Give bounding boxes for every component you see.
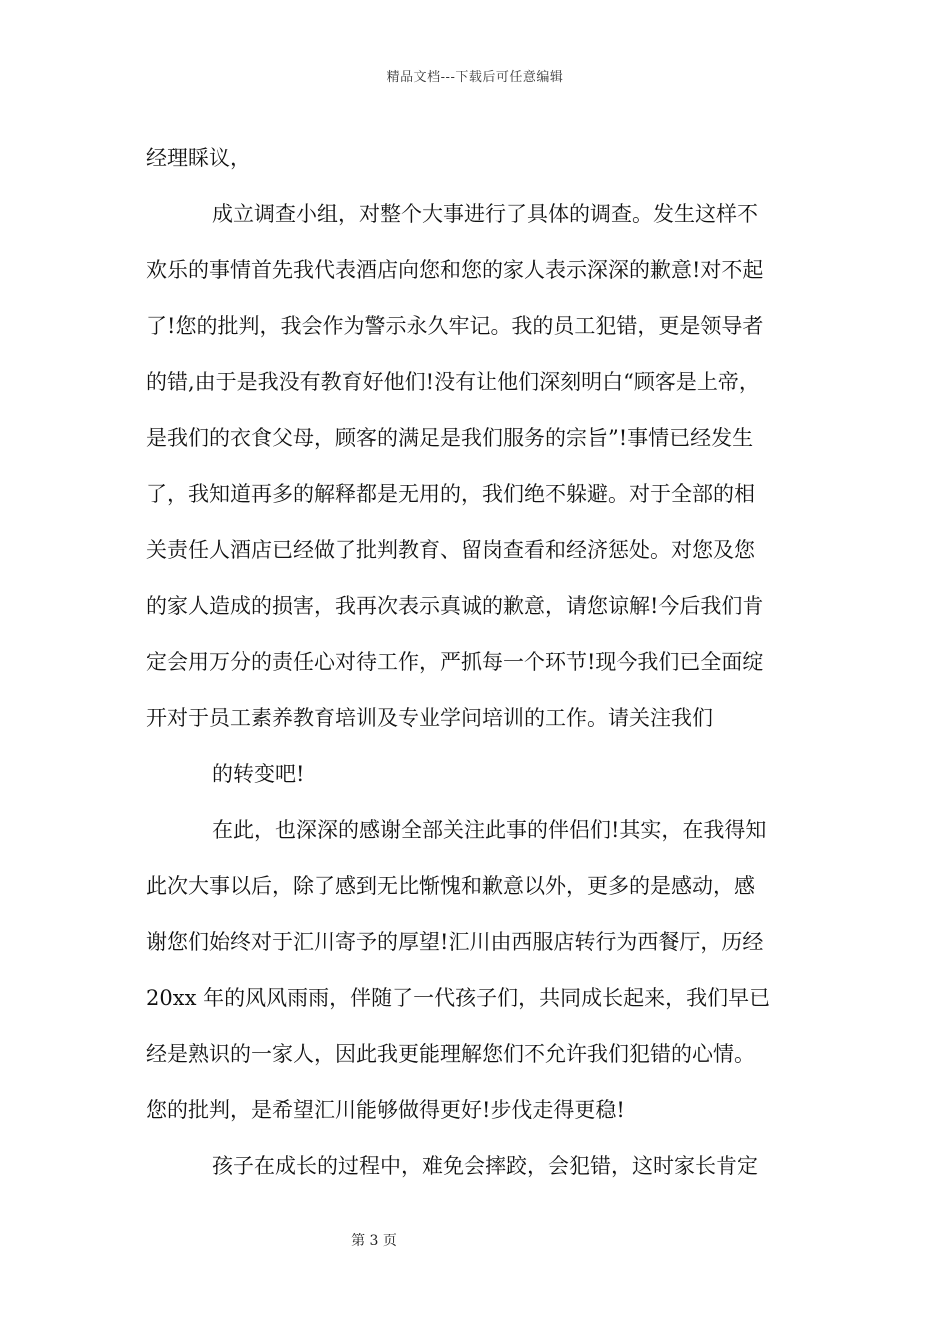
paragraph-line: 经理睬议， [146,146,251,170]
paragraph-line: 孩子在成长的过程中，难免会摔跤，会犯错，这时家长肯定 [212,1154,758,1178]
paragraph-line: 在此，也深深的感谢全部关注此事的伴侣们!其实，在我得知 [212,818,767,842]
paragraph-line: 您的批判，是希望汇川能够做得更好!步伐走得更稳! [146,1098,625,1122]
paragraph-line: 此次大事以后，除了感到无比惭愧和歉意以外，更多的是感动，感 [146,874,755,898]
paragraph-line: 关责任人酒店已经做了批判教育、留岗查看和经济惩处。对您及您 [146,538,755,562]
paragraph-line: 经是熟识的一家人，因此我更能理解您们不允许我们犯错的心情。 [146,1042,755,1066]
paragraph-line: 了，我知道再多的解释都是无用的，我们绝不躲避。对于全部的相 [146,482,755,506]
paragraph-line: 成立调查小组，对整个大事进行了具体的调查。发生这样不 [212,202,758,226]
paragraph-line: 欢乐的事情首先我代表酒店向您和您的家人表示深深的歉意!对不起 [146,258,764,282]
paragraph-line: 谢您们始终对于汇川寄予的厚望!汇川由西服店转行为西餐厅，历经 [146,930,764,954]
paragraph-line: 了!您的批判，我会作为警示永久牢记。我的员工犯错，更是领导者 [146,314,764,338]
paragraph-line: 是我们的衣食父母，顾客的满足是我们服务的宗旨”!事情已经发生 [146,426,754,450]
paragraph-line: 定会用万分的责任心对待工作，严抓每一个环节!现今我们已全面绽 [146,650,764,674]
paragraph-line: 的错,由于是我没有教育好他们!没有让他们深刻明白“顾客是上帝， [146,370,760,394]
body-text [146,130,826,1194]
paragraph-line: 的家人造成的损害，我再次表示真诚的歉意，请您谅解!今后我们肯 [146,594,764,618]
paragraph-line: 开对于员工素养教育培训及专业学问培训的工作。请关注我们 [146,706,713,730]
page-number: 第 3 页 [351,1233,397,1249]
paragraph-line: 20xx 年的风风雨雨，伴随了一代孩子们，共同成长起来，我们早已 [146,986,771,1010]
page-header: 精品文档---下载后可任意编辑 [386,70,564,85]
paragraph-line: 的转变吧! [212,762,305,786]
